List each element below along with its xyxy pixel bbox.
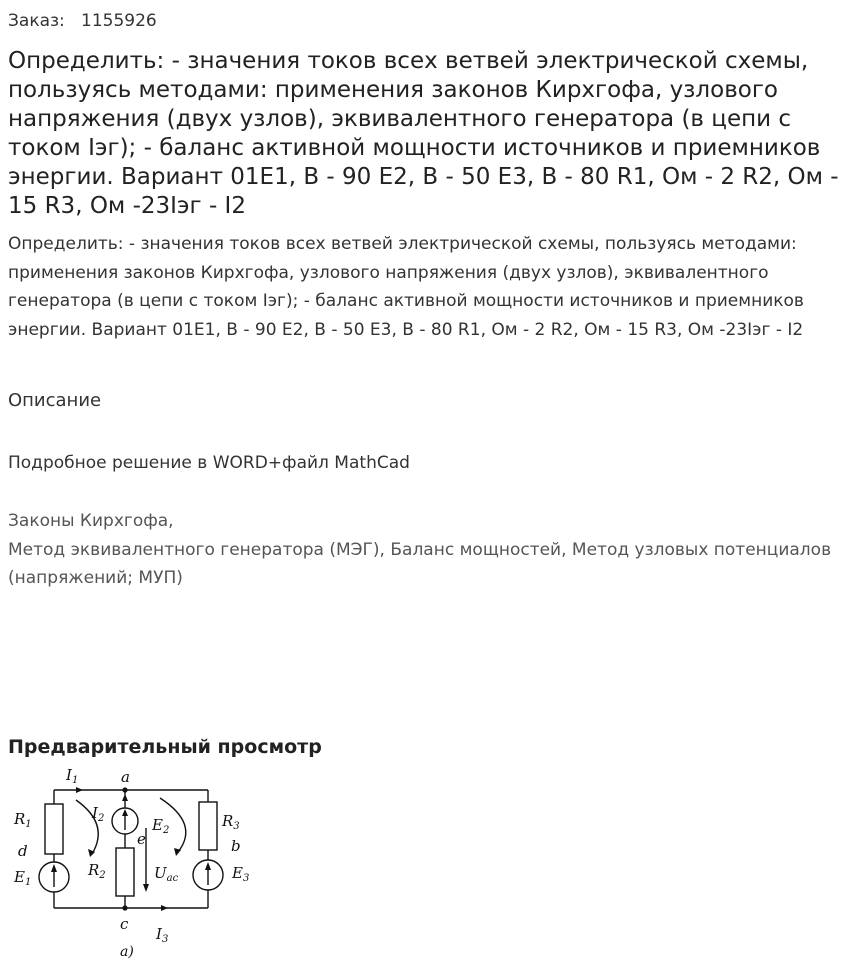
figure-caption: а) — [120, 944, 134, 960]
label-r3: $R_3$ — [222, 812, 240, 832]
order-gap — [70, 11, 75, 31]
topic-kirchhoff[interactable]: Законы Кирхгофа, — [8, 511, 174, 531]
task-summary: Определить: - значения токов всех ветвей электрической схемы, пользуясь методами: применения законов Кирхгофа, узлового напряжения (двух узлов), эквивалентного генератора (в цепи с током Iэг); - баланс активной мощности источников и приемников энергии. Вариант 01E1, В - 90 E2, В - 50 E3, В - 80 R1, Ом - 2 R2, Ом - 15 R3, Ом -23Iэг - I2 — [8, 234, 804, 340]
label-node-b: b — [231, 837, 241, 855]
topic-power-balance[interactable]: Баланс мощностей, — [390, 539, 567, 560]
order-number: 1155926 — [81, 11, 157, 31]
solution-text: Подробное решение в WORD+файл MathCad — [8, 453, 410, 473]
label-node-d: d — [18, 842, 28, 860]
label-node-e: e — [137, 830, 146, 848]
label-node-c: c — [120, 915, 129, 933]
label-uac: $U_{ac}$ — [154, 864, 179, 884]
label-e1: $E_1$ — [14, 868, 32, 888]
page-title: Определить: - значения токов всех ветвей электрической схемы, пользуясь методами: применения законов Кирхгофа, узлового напряжения (двух узлов), эквивалентного генератора (в цепи с током Iэг); - баланс активной мощности источников и приемников энергии. Вариант 01E1, В - 90 E2, В - 50 E3, В - 80 R1, Ом - 2 R2, Ом - 15 R3, Ом -23Iэг - I2 — [8, 48, 839, 219]
label-e2: $E_2$ — [152, 816, 170, 836]
label-node-a: a — [121, 768, 130, 786]
order-line — [8, 10, 157, 32]
description-label: Описание — [8, 390, 102, 411]
label-r1: $R_1$ — [14, 810, 32, 830]
label-i3: $I_3$ — [156, 925, 169, 945]
label-e3: $E_3$ — [232, 864, 250, 884]
topic-equivalent-generator[interactable]: Метод эквивалентного генератора (МЭГ), — [8, 539, 385, 560]
order-label: Заказ: — [8, 11, 65, 31]
preview-title: Предварительный просмотр — [8, 736, 322, 758]
topic-list — [8, 507, 840, 593]
label-i1: $I_1$ — [66, 766, 79, 786]
label-r2: $R_2$ — [88, 861, 106, 881]
circuit-schematic — [10, 764, 266, 964]
topic-node-potentials[interactable]: Метод узловых потенциалов (напряжений; МУП) — [8, 539, 832, 588]
label-i2: $I_2$ — [92, 804, 105, 824]
